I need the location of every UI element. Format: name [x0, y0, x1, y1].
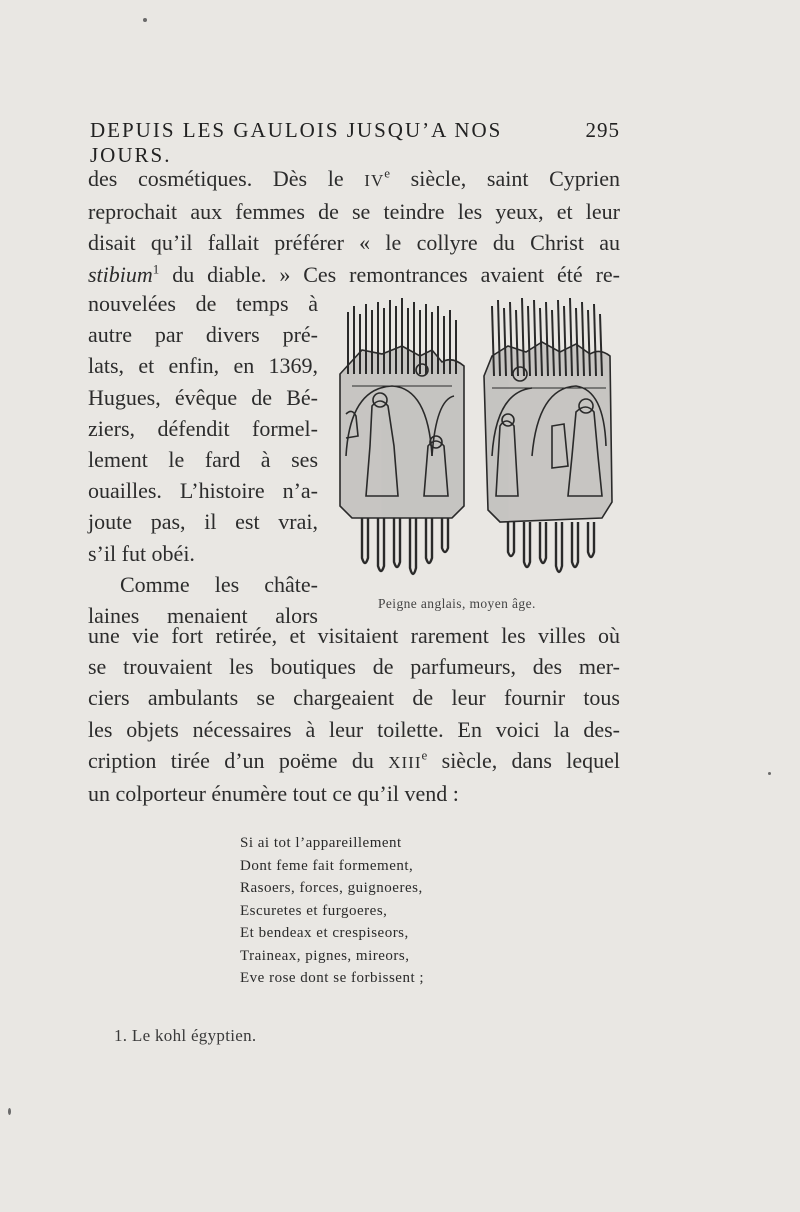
text-line: se trouvaient les boutiques de parfumeurs, des mer- — [88, 654, 620, 680]
paper-speck — [143, 18, 147, 22]
text-line: Comme les châte- — [120, 571, 318, 597]
stibium-term: stibium — [88, 261, 153, 287]
text-line: ciers ambulants se chargeaient de leur fournir tous — [88, 685, 620, 711]
text-line: autre par divers pré- — [88, 322, 318, 348]
text-line: une vie fort retirée, et visitaient rarement les villes où — [88, 623, 620, 648]
footnote-ref: 1 — [152, 261, 160, 277]
paragraph-narrow — [88, 288, 318, 631]
footnote: 1. Le kohl égyptien. — [114, 1026, 257, 1045]
comb-illustration — [332, 296, 620, 586]
paper-speck — [8, 1108, 11, 1115]
poem-line: Escuretes et furgoeres, — [240, 902, 388, 919]
poem-line: Si ai tot l’appareillement — [240, 835, 402, 851]
text-line: lement le fard à ses — [88, 447, 318, 473]
text-line: lats, et enfin, en 1369, — [88, 353, 318, 379]
text-line: nouvelées de temps à — [88, 291, 318, 316]
page-number: 295 — [585, 118, 620, 142]
paragraph-bottom — [88, 620, 620, 809]
running-title: DEPUIS LES GAULOIS JUSQU’A NOS JOURS. — [90, 118, 503, 167]
figure-caption: Peigne anglais, moyen âge. — [378, 596, 536, 611]
poem-line: Dont feme fait formement, — [240, 857, 414, 874]
text-line: les objets nécessaires à leur toilette. En voici la des- — [88, 716, 620, 742]
poem-quote — [240, 832, 424, 990]
poem-line: Eve rose dont se forbissent ; — [240, 970, 425, 986]
text-line: Hugues, évêque de Bé- — [88, 384, 318, 410]
text-line: disait qu’il fallait préférer « le collyre du Christ au — [88, 230, 620, 256]
running-header — [90, 118, 620, 168]
text-line: ziers, défendit formel- — [88, 415, 318, 441]
poem-line: Et bendeax et crespiseors, — [240, 925, 409, 941]
paper-speck — [768, 772, 771, 775]
text-line: cription tirée d’un poëme du XIIIe siècle, dans lequel — [88, 747, 620, 773]
text-line: laines menaient alors — [88, 603, 318, 629]
text-line: s’il fut obéi. — [88, 540, 195, 566]
paragraph-top — [88, 163, 620, 290]
poem-line: Traineax, pignes, mireors, — [240, 947, 410, 964]
text-line: un colporteur énumère tout ce qu’il vend : — [88, 781, 459, 807]
text-line: reprochait aux femmes de se teindre les yeux, et leur — [88, 199, 620, 225]
poem-line: Rasoers, forces, guignoeres, — [240, 880, 423, 896]
text-line: des cosmétiques. Dès le IVe siècle, saint Cyprien — [88, 165, 621, 191]
text-line: ouailles. L’histoire n’a- — [88, 478, 318, 504]
text-line: stibium$^1$ du diable. » Ces remontrances avaient été re- — [88, 261, 620, 287]
text-line: joute pas, il est vrai, — [88, 509, 318, 535]
